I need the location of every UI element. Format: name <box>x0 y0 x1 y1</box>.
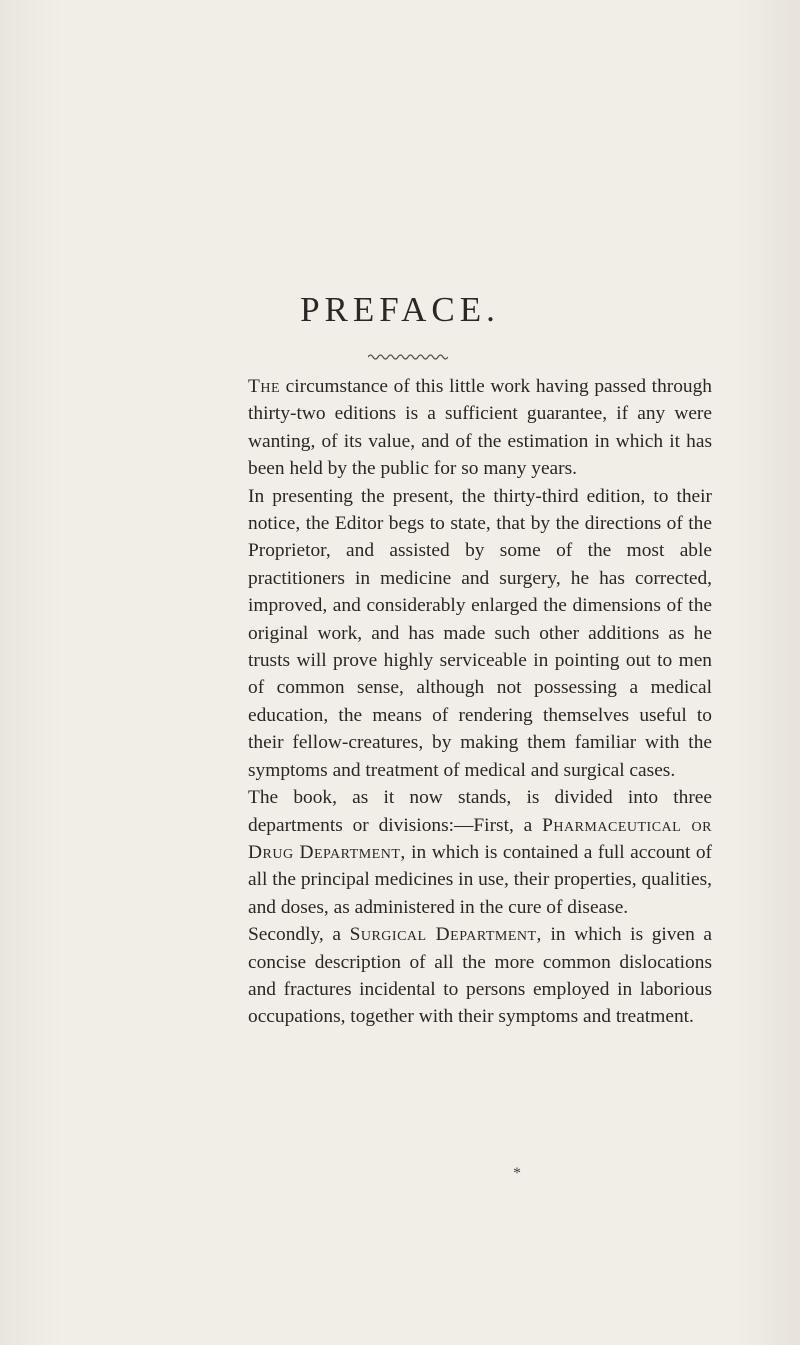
paragraph-4 <box>248 921 712 1031</box>
paragraph-1-lead: The <box>248 376 281 397</box>
paragraph-3-smallcaps: Pharmaceutical or Drug Department, <box>248 814 712 863</box>
wavy-rule-ornament <box>368 352 448 362</box>
paragraph-3-text-a: The book, as it now stands, is divided into three departments or divisions:—First, a <box>248 787 712 836</box>
paragraph-2: In presenting the present, the thirty-third edition, to their notice, the Editor begs to state, that by the directions of the Proprietor, and assisted by some of the most able practitioners in medicine and surgery, he has corrected, improved, and considerably enlarged the dimensions of the original work, and has made such other additions as he trusts will prove highly serviceable in pointing out to men of common sense, although not possessing a medical education, the means of rendering themselves useful to their fellow-creatures, by making them familiar with the symptoms and treatment of medical and surgical cases. <box>248 485 712 781</box>
page-title: PREFACE. <box>300 290 500 329</box>
paragraph-4-text-b: in which is given a concise description of all the more common dislocations and fractures incidental to persons employed in laborious occupations, together with their symptoms and treatment. <box>248 924 712 1028</box>
signature-mark: * <box>513 1165 521 1182</box>
paragraph-1 <box>248 373 712 483</box>
preface-body <box>248 373 712 1031</box>
paragraph-3 <box>248 784 712 921</box>
paragraph-1-text: circumstance of this little work having passed through thirty-two editions is a sufficient guarantee, if any were wanting, of its value, and of the estimation in which it has been held by the public for so many years. <box>248 376 712 480</box>
paragraph-4-text-a: Secondly, a <box>248 924 350 946</box>
paragraph-4-smallcaps: Surgical Department, <box>349 924 542 946</box>
paragraph-3-text-b: in which is contained a full account of all the principal medicines in use, their properties, qualities, and doses, as administered in the cure of disease. <box>248 841 712 918</box>
